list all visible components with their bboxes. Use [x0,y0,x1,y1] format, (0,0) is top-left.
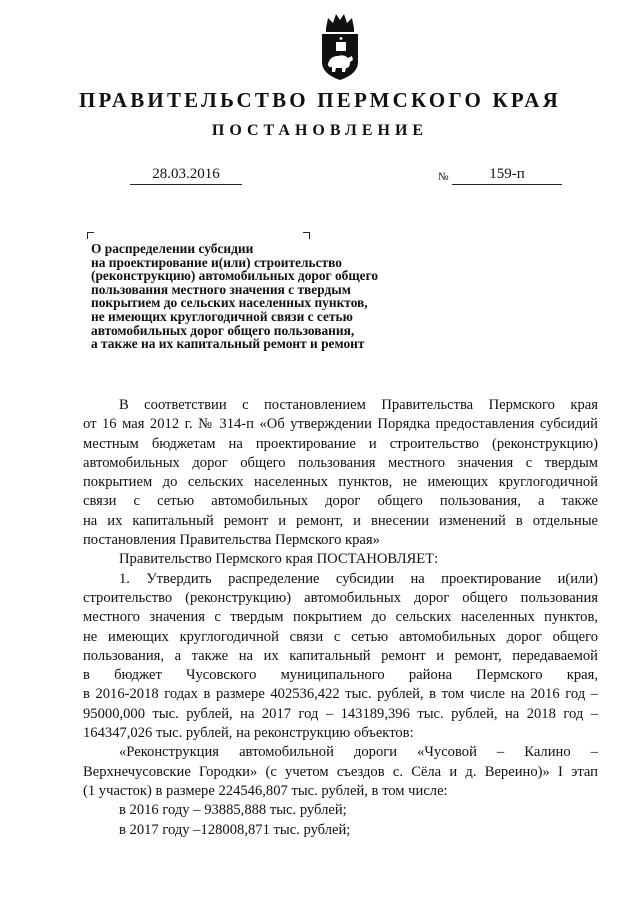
perm-krai-coat-of-arms-icon [318,12,362,82]
body-line: местного значения с твердым покрытием до сельских населенных пунктов, [83,609,598,626]
body-line: 1. Утвердить распределение субсидии на проектирование и(или) [119,570,598,587]
document-subject [91,242,421,351]
body-line: пользования, а также на их капитальный ремонт и ремонт, передаваемой [83,647,598,664]
subject-line: автомобильных дорог общего пользования, [91,322,355,338]
body-line: 95000,000 тыс. рублей, на 2017 год – 143189,396 тыс. рублей, на 2018 год – [83,705,598,722]
document-number: 159-п [452,166,562,185]
body-line: постановления Правительства Пермского края» [83,532,380,549]
body-line: связи с сетью автомобильных дорог общего пользования, а также [83,493,598,510]
body-line: в 2017 году –128008,871 тыс. рублей; [119,821,351,838]
body-line: в 2016-2018 годах в размере 402536,422 тыс. рублей, в том числе на 2016 год – [83,686,598,703]
organization-title: ПРАВИТЕЛЬСТВО ПЕРМСКОГО КРАЯ [78,88,561,112]
subject-corner-mark-left [87,232,94,239]
body-line: автомобильных дорог общего пользования местного значения с твердым [83,454,598,471]
body-line: покрытием до сельских населенных пунктов, не имеющих круглогодичной [83,474,598,491]
document-date: 28.03.2016 [130,166,242,185]
body-line: на их капитальный ремонт и ремонт, и внесении изменений в отдельные [83,512,598,529]
body-line: В соответствии с постановлением Правительства Пермского края [119,397,598,413]
body-line: не имеющих круглогодичной связи с сетью автомобильных дорог общего [83,628,598,645]
body-line: от 16 мая 2012 г. № 314-п «Об утверждении Порядка предоставления субсидий [83,416,598,433]
subject-line: не имеющих круглогодичной связи с сетью [91,308,353,324]
body-line: строительство (реконструкцию) автомобильных дорог общего пользования [83,589,598,606]
body-line: 164347,026 тыс. рублей, на реконструкцию объектов: [83,725,414,742]
document-body [83,396,598,840]
body-line: Верхнечусовские Городки» (с учетом съездов с. Сёла и д. Вереино)» I этап [83,763,598,780]
body-line: (1 участок) в размере 224546,807 тыс. рублей, в том числе: [83,782,448,799]
body-line: в 2016 году – 93885,888 тыс. рублей; [119,802,347,819]
subject-corner-mark-right [303,232,310,239]
subject-line: покрытием до сельских населенных пунктов, [91,295,368,311]
body-line: «Реконструкция автомобильной дороги «Чусовой – Калино – [119,744,598,761]
subject-line: пользования местного значения с твердым [91,281,351,297]
body-line: местным бюджетам на проектирование и строительство (реконструкцию) [83,435,598,452]
subject-line: на проектирование и(или) строительство [91,254,342,270]
number-sign: № [438,171,449,183]
body-line: в бюджет Чусовского муниципального района Пермского края, [83,667,598,684]
body-line: Правительство Пермского края ПОСТАНОВЛЯЕТ: [119,551,439,568]
subject-line: (реконструкцию) автомобильных дорог общего [91,268,379,284]
document-type: ПОСТАНОВЛЕНИЕ [211,122,429,139]
subject-line: а также на их капитальный ремонт и ремонт [91,336,365,352]
subject-line: О распределении субсидии [91,241,254,256]
